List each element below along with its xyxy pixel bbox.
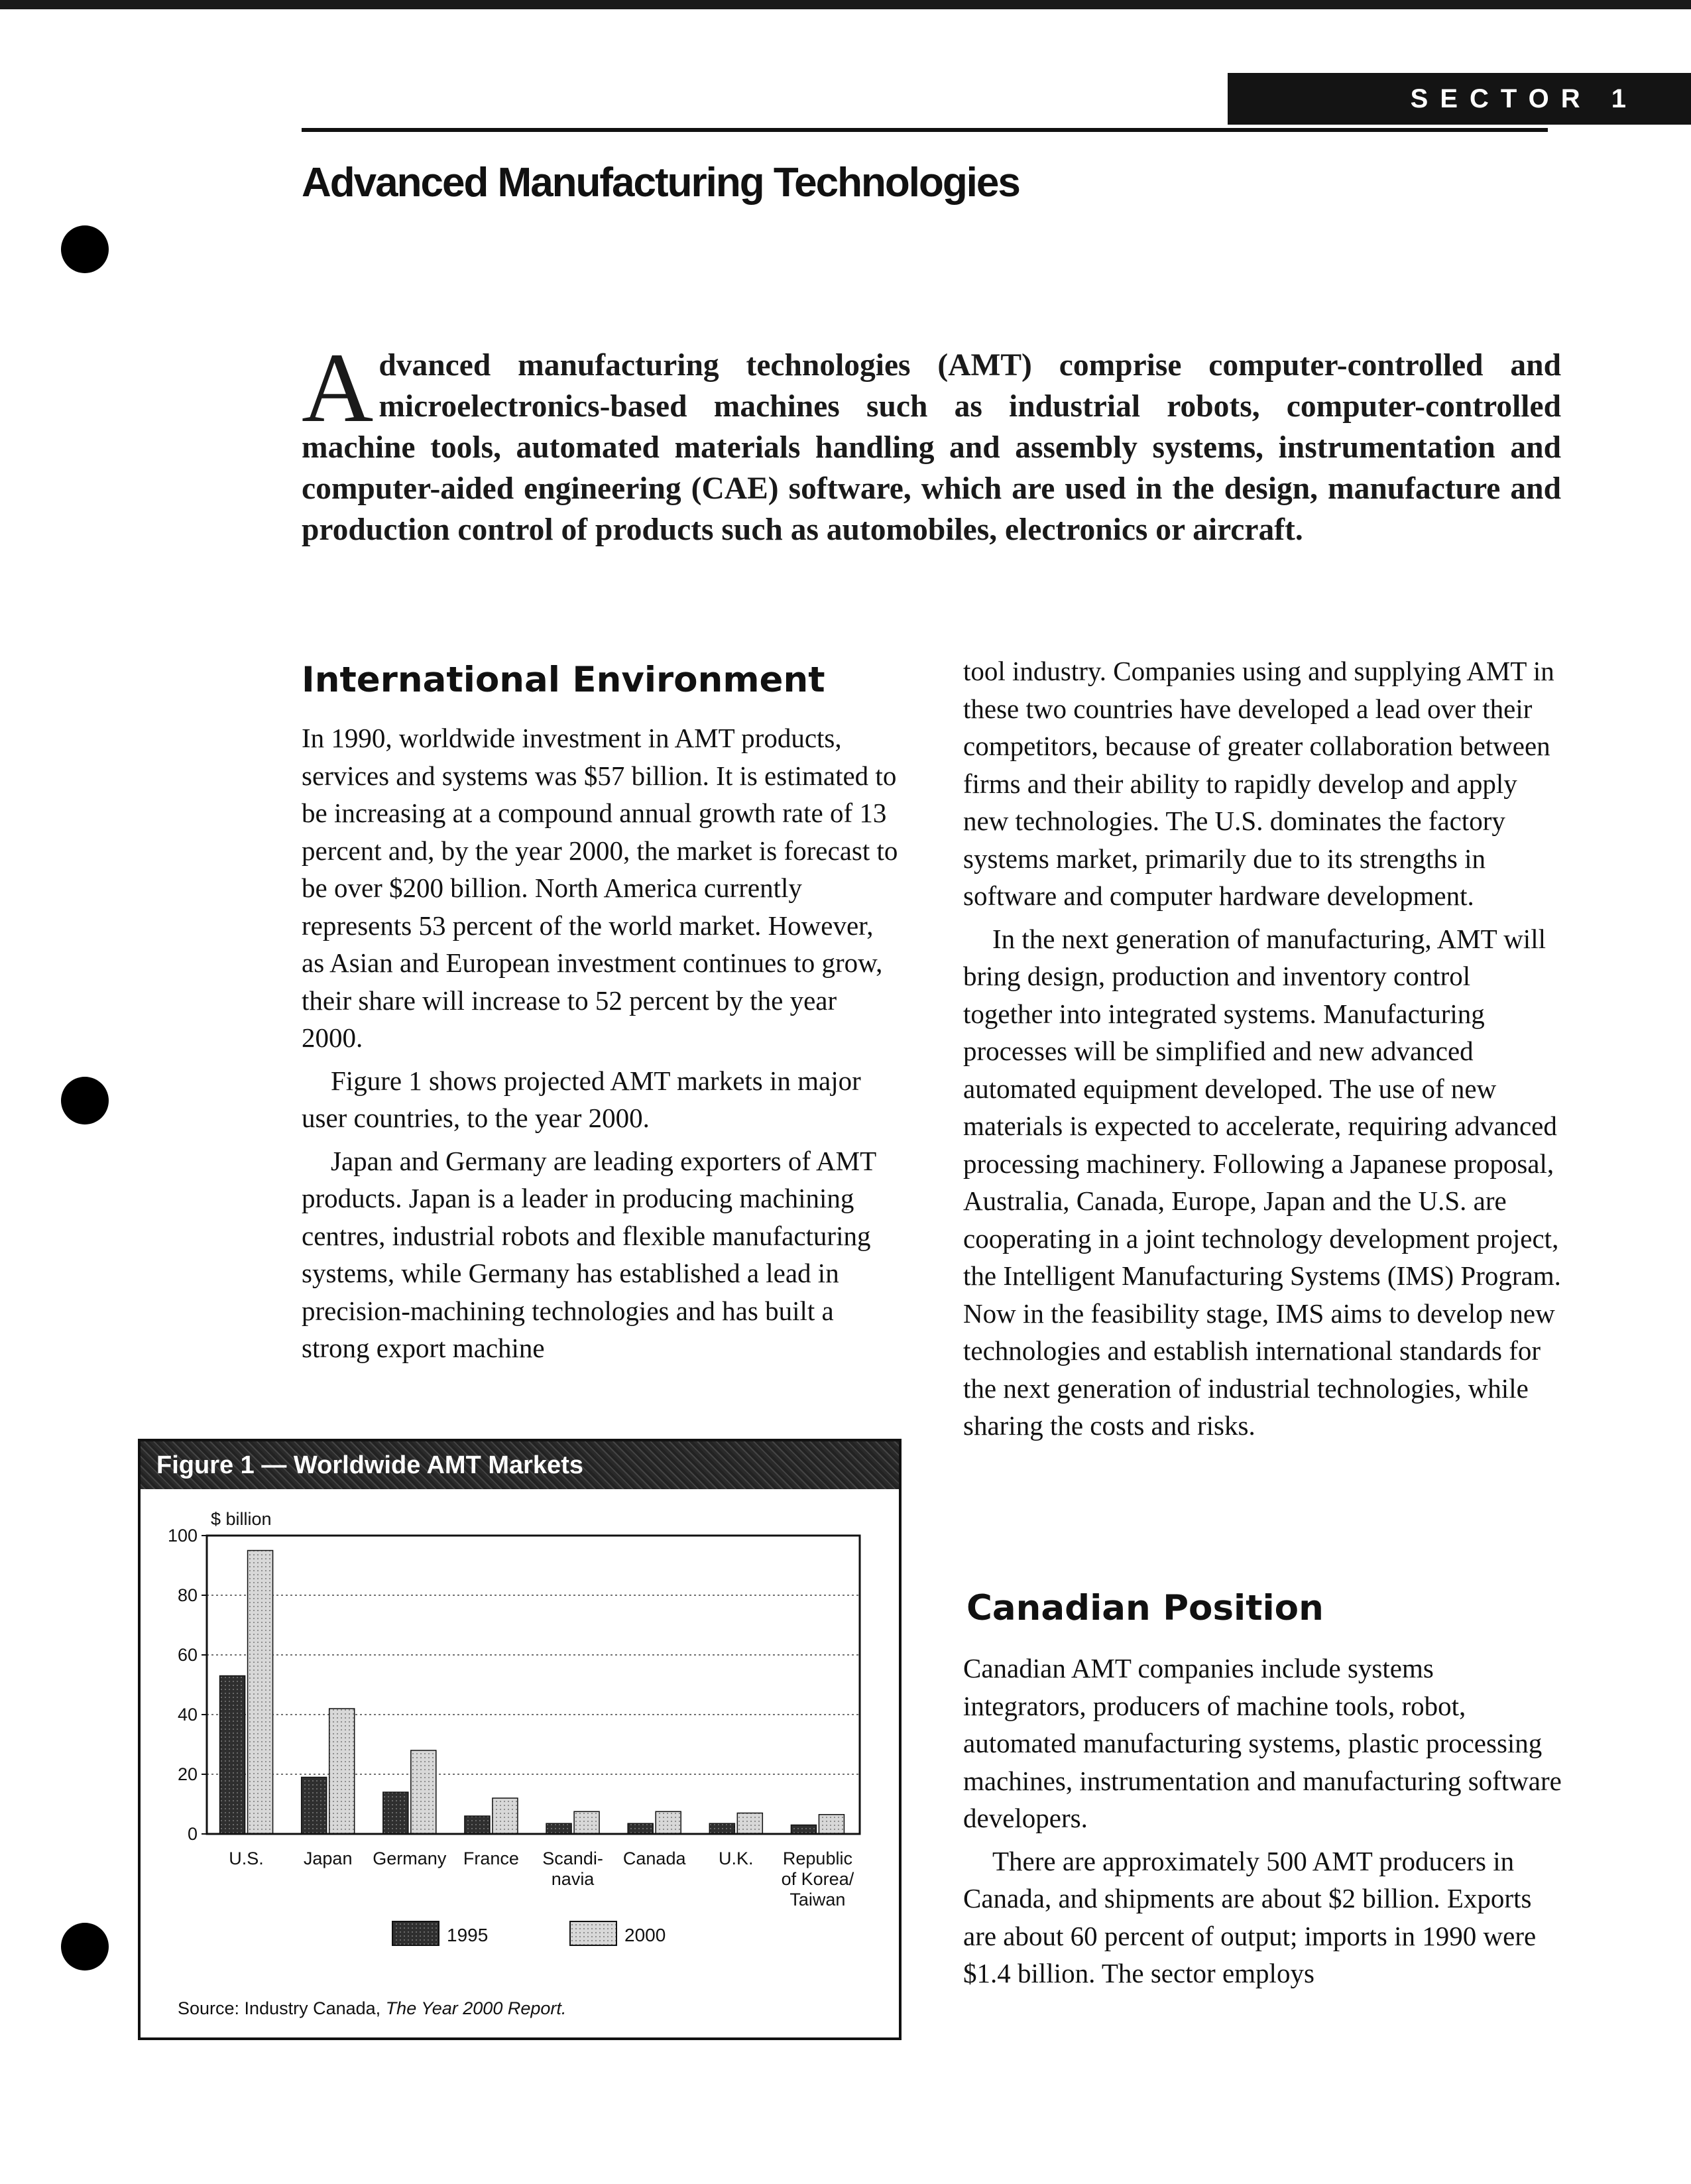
bar-1995 bbox=[709, 1823, 734, 1834]
paragraph: tool industry. Companies using and supplying AMT in these two countries have developed a lead over their competitors, because of greater collaboration between firms and their ability to rapidly develop and apply new technologies. The U.S. dominates the factory systems market, primarily due to its strengths in software and computer hardware development. bbox=[963, 656, 1554, 911]
heading-canadian-position: Canadian Position bbox=[966, 1588, 1324, 1628]
paragraph: Figure 1 shows projected AMT markets in major user countries, to the year 2000. bbox=[302, 1065, 861, 1133]
x-tick-label: Canada bbox=[622, 1849, 686, 1868]
source-title: The Year 2000 Report. bbox=[385, 1998, 567, 2018]
bar-2000 bbox=[819, 1815, 844, 1834]
x-tick-label: Republic of Korea/ Taiwan bbox=[781, 1849, 854, 1910]
legend-label-2000: 2000 bbox=[624, 1925, 666, 1945]
bar-2000 bbox=[329, 1709, 355, 1834]
paragraph: There are approximately 500 AMT producers in Canada, and shipments are about $2 billion. Exports are about 60 percent of output; imports in 1990 were $1.4 billion. The sector employs bbox=[963, 1845, 1537, 1988]
y-tick-label: 80 bbox=[177, 1585, 198, 1605]
header-rule bbox=[302, 128, 1548, 132]
y-axis-label: $ billion bbox=[211, 1509, 272, 1529]
bar-1995 bbox=[220, 1676, 245, 1835]
x-tick-label: Germany bbox=[373, 1849, 447, 1868]
international-column-right bbox=[963, 652, 1563, 1450]
paragraph: In the next generation of manufacturing, AMT will bring design, production and inventory control together into integrated systems. Manufacturing processes will be simplified and new advanced automated equipment developed. The use of new materials is expected to accelerate, requiring advanced processing machinery. Following a Japanese proposal, Australia, Canada, Europe, Japan and the U.S. are cooperating in a joint technology development project, the Intelligent Manufacturing Systems (IMS) Program. Now in the feasibility stage, IMS aims to develop new technologies and establish international standards for the next generation of industrial technologies, while sharing the costs and risks. bbox=[963, 923, 1561, 1441]
figure-title: Figure 1 — Worldwide AMT Markets bbox=[156, 1451, 583, 1479]
intro-dropcap: A bbox=[302, 333, 374, 443]
y-tick-label: 60 bbox=[177, 1645, 198, 1665]
bar-1995 bbox=[302, 1778, 327, 1835]
x-tick-label: Scandi-navia bbox=[542, 1849, 603, 1889]
bar-1995 bbox=[791, 1825, 816, 1835]
source-prefix: Source: Industry Canada, bbox=[178, 1998, 386, 2018]
legend-swatch-1995 bbox=[392, 1921, 439, 1945]
bar-1995 bbox=[465, 1816, 490, 1834]
sector-label: SECTOR 1 bbox=[1228, 73, 1691, 125]
y-tick-label: 0 bbox=[187, 1824, 198, 1844]
bar-1995 bbox=[383, 1792, 408, 1834]
bar-1995 bbox=[628, 1823, 653, 1834]
intro-text: dvanced manufacturing technologies (AMT) comprise computer-controlled and microelectronics-based machines such as industrial robots, computer-controlled machine tools, automated materials handling and assembly systems, instrumentation and computer-aided engineering (CAE) software, which are used in the design, manufacture and production control of products such as automobiles, electronics or aircraft. bbox=[302, 348, 1561, 547]
binder-hole-top bbox=[61, 225, 109, 273]
y-tick-label: 40 bbox=[177, 1705, 198, 1725]
x-tick-label: Japan bbox=[303, 1849, 353, 1868]
heading-international-environment: International Environment bbox=[302, 660, 825, 700]
figure-source bbox=[178, 1998, 566, 2019]
legend-label-1995: 1995 bbox=[447, 1925, 489, 1945]
bar-2000 bbox=[248, 1551, 273, 1835]
amt-markets-bar-chart bbox=[141, 1489, 899, 1993]
paragraph: Japan and Germany are leading exporters of AMT products. Japan is a leader in producing machining centres, industrial robots and flexible manufacturing systems, while Germany has established a lead in precision-machining technologies and has built a strong export machine bbox=[302, 1145, 876, 1363]
bar-1995 bbox=[546, 1823, 571, 1834]
x-tick-label: U.S. bbox=[229, 1849, 264, 1868]
bar-2000 bbox=[656, 1811, 681, 1834]
y-tick-label: 100 bbox=[167, 1526, 198, 1546]
bar-2000 bbox=[737, 1813, 762, 1835]
bar-2000 bbox=[411, 1750, 436, 1834]
y-tick-label: 20 bbox=[177, 1764, 198, 1784]
binder-hole-bottom bbox=[61, 1923, 109, 1971]
top-rule bbox=[0, 0, 1691, 9]
bar-2000 bbox=[574, 1811, 599, 1834]
x-tick-label: France bbox=[463, 1849, 519, 1868]
legend-swatch-2000 bbox=[570, 1921, 616, 1945]
international-column-left bbox=[302, 719, 898, 1372]
paragraph: Canadian AMT companies include systems integrators, producers of machine tools, robot, automated manufacturing systems, plastic processing machines, instrumentation and manufacturing software developers. bbox=[963, 1653, 1562, 1833]
bar-2000 bbox=[493, 1798, 518, 1834]
figure-title-bar bbox=[141, 1441, 899, 1489]
canadian-column bbox=[963, 1650, 1563, 1998]
page-title: Advanced Manufacturing Technologies bbox=[302, 160, 1020, 206]
binder-hole-middle bbox=[61, 1077, 109, 1124]
figure-1 bbox=[138, 1439, 902, 2040]
intro-paragraph bbox=[302, 333, 1561, 550]
x-tick-label: U.K. bbox=[719, 1849, 754, 1868]
paragraph: In 1990, worldwide investment in AMT products, services and systems was $57 billion. It is estimated to be increasing at a compound annual growth rate of 13 percent and, by the year 2000, the market is forecast to be over $200 billion. North America currently represents 53 percent of the world market. However, as Asian and European investment continues to grow, their share will increase to 52 percent by the year 2000. bbox=[302, 723, 898, 1053]
